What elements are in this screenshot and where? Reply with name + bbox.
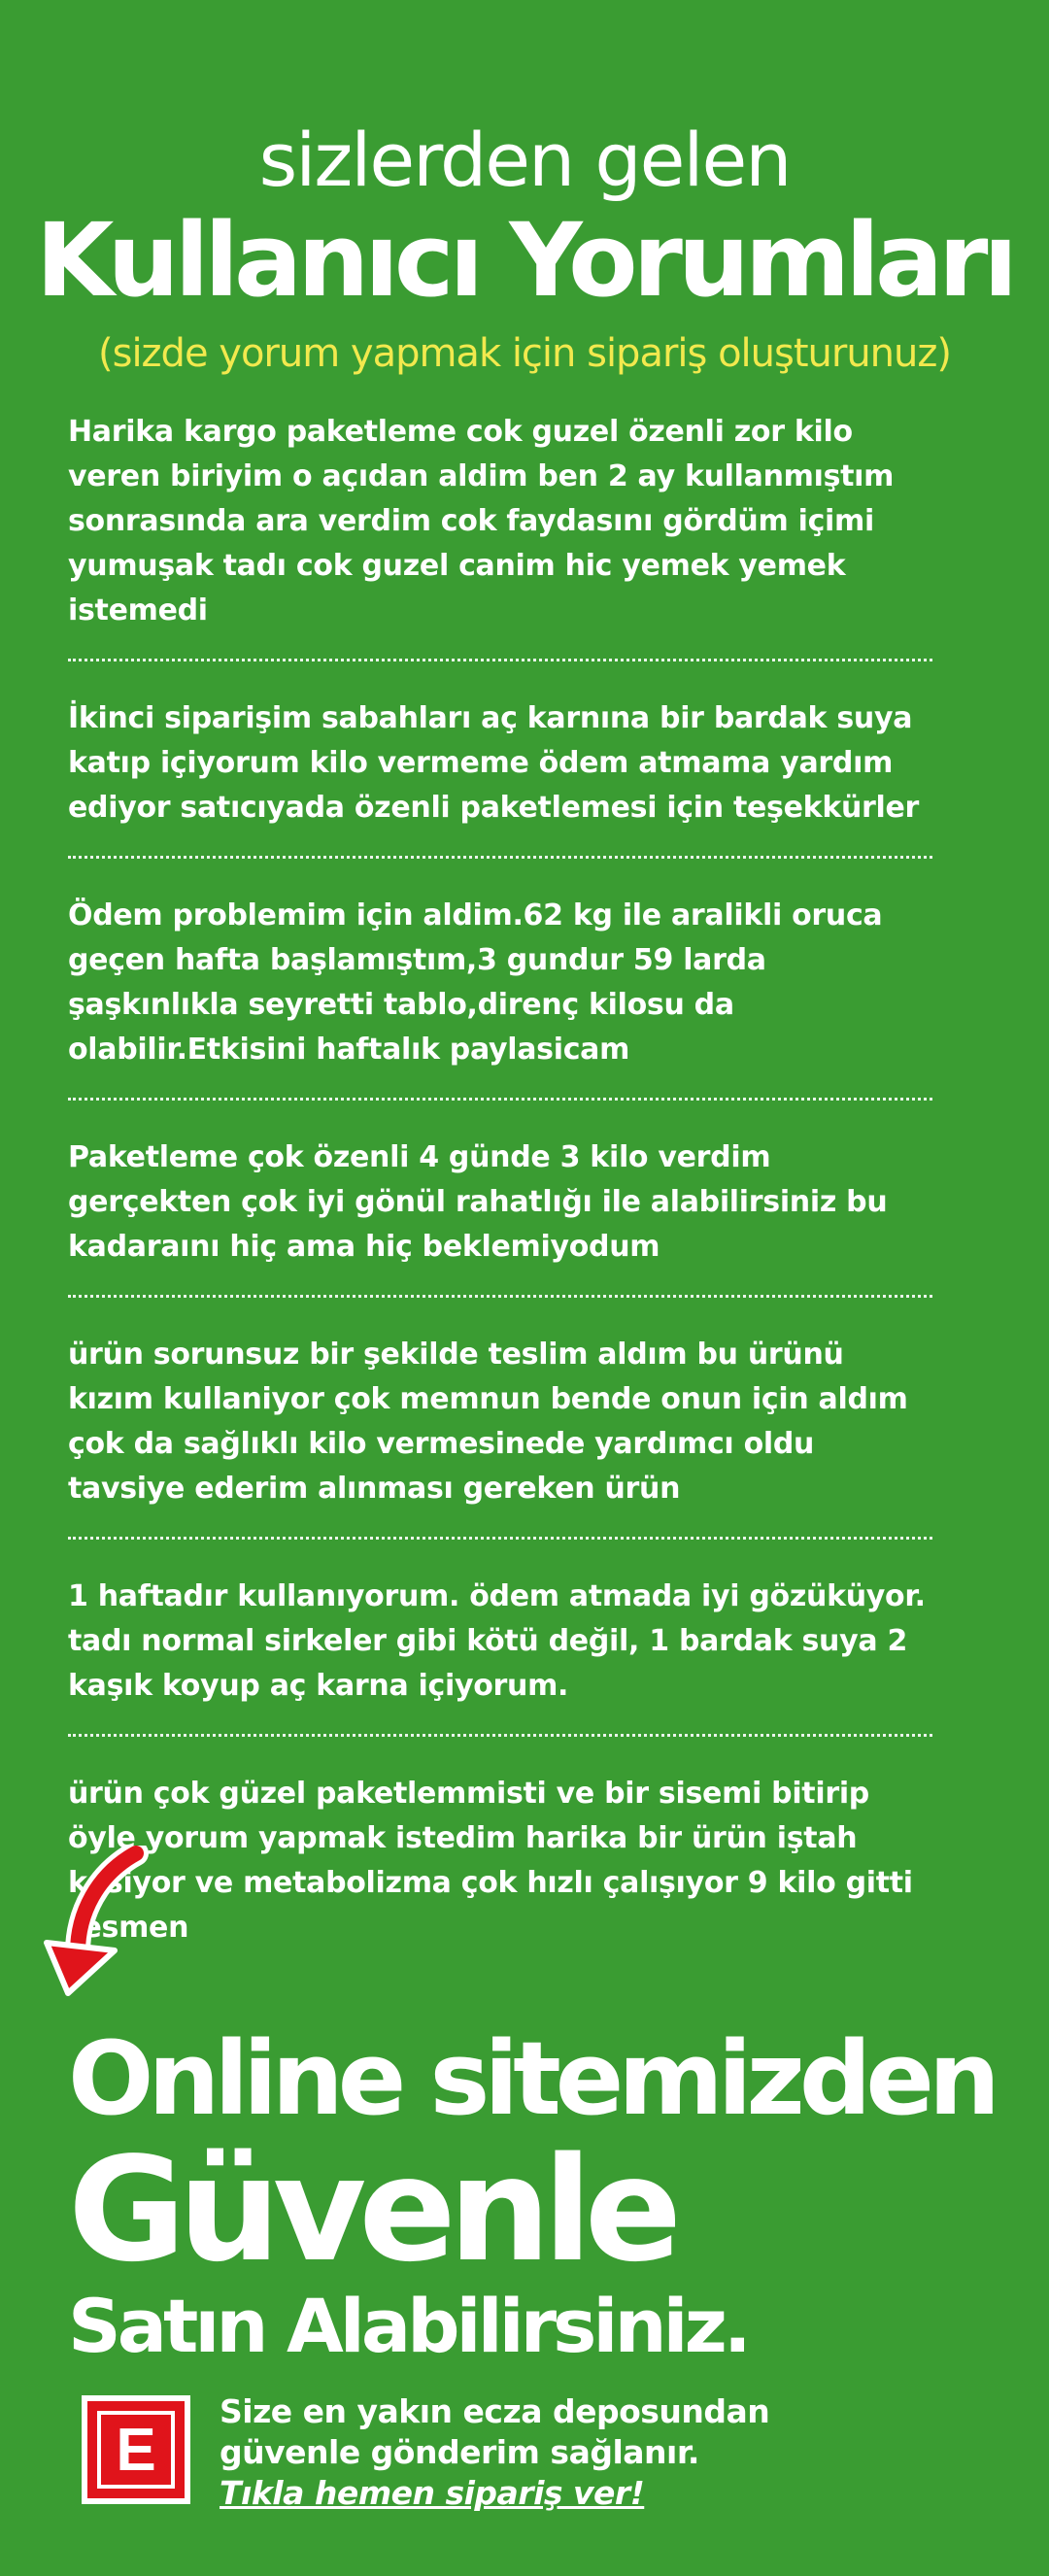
promo-line-3: Satın Alabilirsiniz. [68,2283,748,2369]
review-divider [68,1734,932,1737]
review-divider [68,1098,932,1101]
pharmacy-e-icon: E [97,2411,175,2489]
review-item: 1 haftadır kullanıyorum. ödem atmada iyi gözüküyor. tadı normal sirkeler gibi kötü değil, 1 bardak suya 2 kaşık koyup aç karna içiyorum. [68,1579,926,1703]
promo-line-2: Güvenle [68,2126,675,2293]
header-cta-note: (sizde yorum yapmak için sipariş oluşturunuz) [98,331,951,376]
promo-block [68,2020,1020,2370]
review-item: Ödem problemim için aldim.62 kg ile aralikli oruca geçen hafta başlamıştım,3 gundur 59 larda şaşkınlıkla seyretti tablo,direnç kilosu da olabilir.Etkisini haftalık paylasicam [68,898,883,1067]
promo-line-1: Online sitemizden [68,2019,995,2138]
reviews-list [68,410,932,1950]
pharmacy-line-1: Size en yakın ecza deposundan [220,2392,770,2430]
header [0,117,1049,381]
header-title: Kullanıcı Yorumları [35,201,1014,320]
review-divider [68,856,932,859]
review-item: ürün sorunsuz bir şekilde teslim aldım bu ürünü kızım kullaniyor çok memnun bende onun için aldım çok da sağlıklı kilo vermesinede yardımcı oldu tavsiye ederim alınması gereken ürün [68,1338,908,1506]
pharmacy-logo [82,2395,190,2504]
order-link[interactable]: Tıkla hemen sipariş ver! [220,2474,645,2512]
review-divider [68,1295,932,1298]
review-item: Paketleme çok özenli 4 günde 3 kilo verdim gerçekten çok iyi gönül rahatlığı ile alabilirsiniz bu kadaraını hiç ama hiç beklemiyodum [68,1140,888,1264]
review-item: İkinci siparişim sabahları aç karnına bir bardak suya katıp içiyorum kilo vermeme ödem atmama yardım ediyor satıcıyada özenli paketlemesi için teşekkürler [68,701,920,825]
curved-arrow-icon [39,1846,155,2001]
review-divider [68,659,932,661]
review-item: Harika kargo paketleme cok guzel özenli zor kilo veren biriyim o açıdan aldim ben 2 ay kullanmıştım sonrasında ara verdim cok faydasını gördüm içimi yumuşak tadı cok guzel canim hic yemek yemek istemedi [68,415,895,627]
review-item: ürün çok güzel paketlemmisti ve bir sisemi bitirip öyle yorum yapmak istedim harika bir ürün iştah kesiyor ve metabolizma çok hızlı çalışıyor 9 kilo gitti resmen [68,1777,913,1945]
pharmacy-line-2: güvenle gönderim sağlanır. [220,2433,699,2471]
header-subtitle: sizlerden gelen [258,117,791,203]
pharmacy-info [220,2391,997,2514]
review-divider [68,1537,932,1540]
